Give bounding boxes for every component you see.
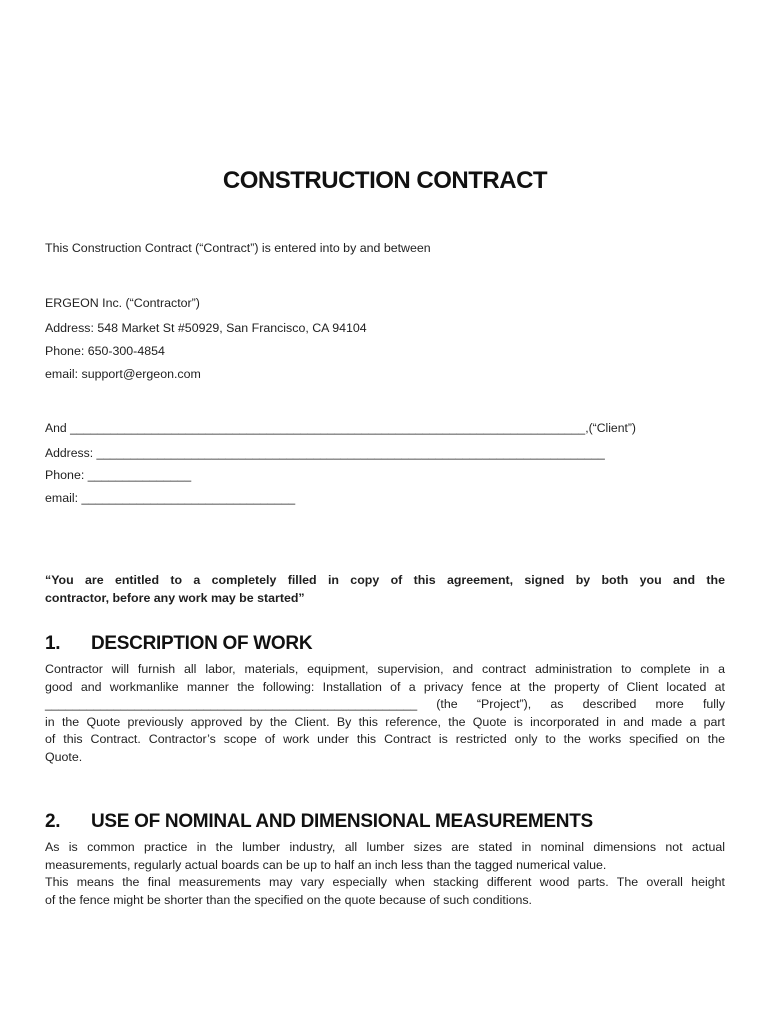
client-email-field: email: _______________________________ — [45, 491, 296, 505]
contractor-email: email: support@ergeon.com — [45, 367, 201, 381]
section-title: USE OF NOMINAL AND DIMENSIONAL MEASUREMENTS — [91, 811, 593, 832]
notice-line: “You are entitled to a completely filled in copy of this agreement, signed by both you and the — [45, 573, 725, 587]
contractor-name: ERGEON Inc. (“Contractor”) — [45, 296, 200, 310]
section-line: ______________________________________________________ (the “Project”), as described more fully — [45, 697, 725, 711]
copy-notice — [45, 572, 725, 607]
section-heading — [45, 633, 312, 655]
section-body — [45, 661, 725, 766]
intro-text: This Construction Contract (“Contract”) is entered into by and between — [45, 241, 431, 255]
section-line: good and workmanlike manner the following: Installation of a privacy fence at the property of Client located at — [45, 679, 725, 694]
client-address-field: Address: ___________________________________________________________________________ — [45, 446, 605, 460]
section-line: measurements, regularly actual boards can be up to half an inch less than the tagged numerical value. — [45, 857, 607, 872]
section-line: This means the final measurements may vary especially when stacking different wood parts. The overall height — [45, 875, 725, 889]
section-number: 2. — [45, 811, 61, 832]
contractor-address: Address: 548 Market St #50929, San Francisco, CA 94104 — [45, 321, 367, 335]
section-line: of the fence might be shorter than the specified on the quote because of such conditions. — [45, 892, 532, 907]
section-line: Contractor will furnish all labor, materials, equipment, supervision, and contract administration to complete in a — [45, 662, 725, 676]
notice-line: contractor, before any work may be started” — [45, 590, 305, 605]
section-number: 1. — [45, 633, 61, 654]
section-line: As is common practice in the lumber industry, all lumber sizes are stated in nominal dimensions not actual — [45, 840, 725, 854]
section-line: in the Quote previously approved by the Client. By this reference, the Quote is incorporated in and made a part — [45, 714, 725, 729]
section-heading — [45, 811, 593, 833]
section-line: Quote. — [45, 749, 83, 764]
section-body — [45, 839, 725, 909]
client-name-field: And ____________________________________________________________________________,(“Client”) — [45, 421, 636, 435]
client-phone-field: Phone: _______________ — [45, 468, 192, 482]
section-line: of this Contract. Contractor’s scope of work under this Contract is restricted only to the works specified on the — [45, 732, 725, 746]
section-title: DESCRIPTION OF WORK — [91, 633, 313, 654]
contractor-phone: Phone: 650-300-4854 — [45, 344, 165, 358]
page-title: CONSTRUCTION CONTRACT — [222, 167, 548, 194]
